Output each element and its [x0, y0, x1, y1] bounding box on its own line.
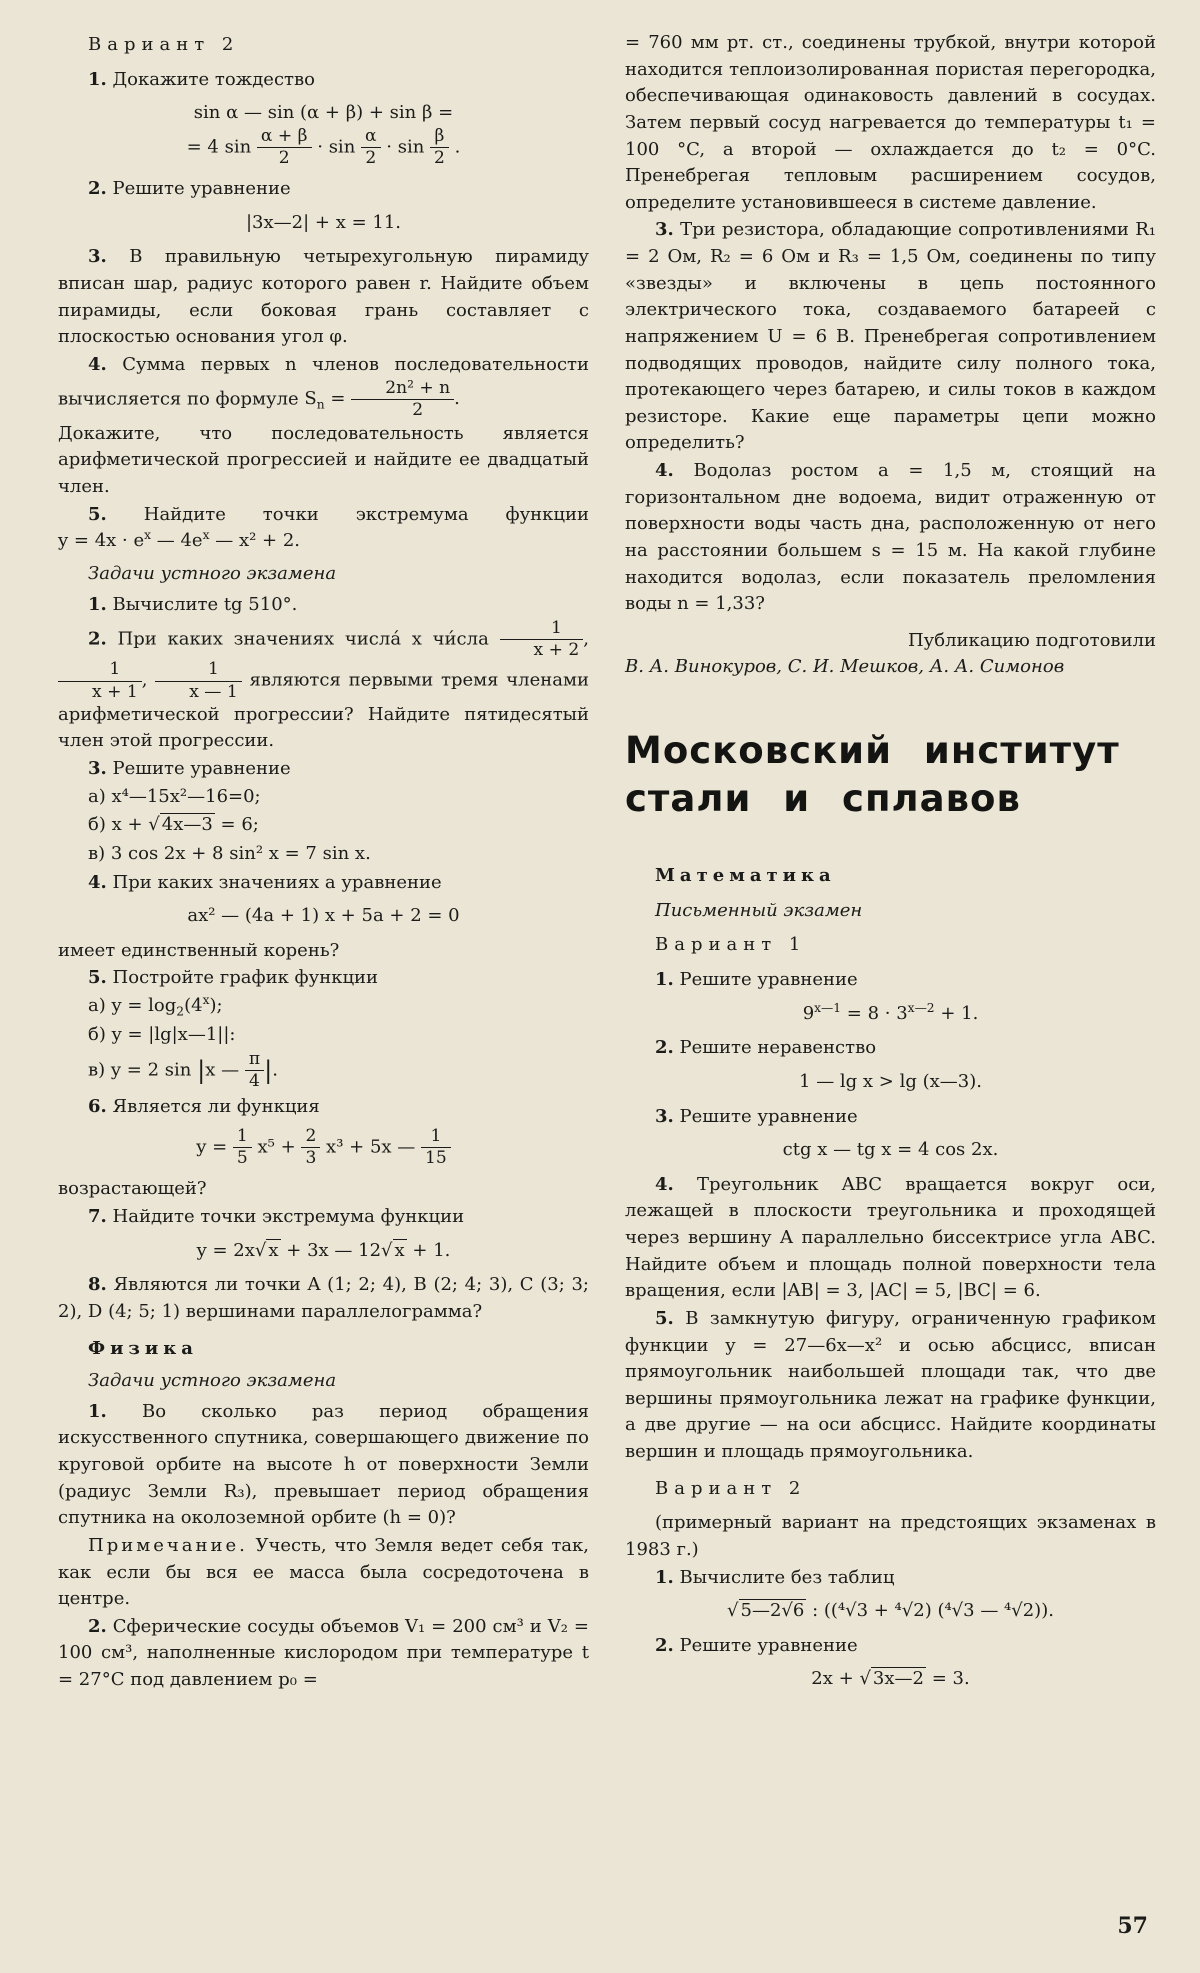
numerator: β — [430, 127, 449, 148]
variant-2-note: (примерный вариант на предстоящих экзаменах в 1983 г.) — [625, 1512, 1156, 1560]
problem-text: Решите неравенство — [679, 1037, 877, 1059]
numerator: 1 — [421, 1127, 451, 1148]
formula-part: · sin — [380, 136, 431, 158]
problem-number: 4. — [655, 460, 674, 481]
problem-text: Являются ли точки A (1; 2; 4), B (2; 4; 3), C (3; 3; 2), D (4; 5; 1) вершинами параллелограмма? — [58, 1274, 589, 1322]
credits-authors: В. А. Винокуров, С. И. Мешков, А. А. Симонов — [625, 656, 1065, 678]
square-root — [859, 1667, 926, 1689]
formula-part: . — [272, 1059, 279, 1081]
square-root — [255, 1239, 281, 1261]
numerator: 2n² + n — [351, 379, 454, 400]
problem-oral-4-cont: имеет единственный корень? — [58, 939, 340, 961]
problem-text: являются первыми тремя — [241, 670, 499, 692]
problem-text: При каких значениях числа́ x чи́сла — [117, 628, 489, 650]
subitem-b — [88, 812, 589, 839]
problem-text: Найдите точки экстремума функции — [112, 1206, 465, 1228]
radicand: x — [268, 1239, 279, 1261]
sqrt-sign: √ — [148, 814, 160, 836]
extremum-formula — [58, 530, 300, 551]
formula-part: x — — [205, 1059, 245, 1081]
formula-part: = 8 · 3 — [841, 1002, 908, 1024]
denominator: x — 1 — [189, 681, 238, 702]
formula-part: + 1. — [406, 1239, 451, 1261]
problem-text: Во сколько раз период обращения искусственного спутника, совершающего движение по круговой орбите на высоте h от поверхности Земли (радиус Земли R₃), превышает период обращения спутника на околоземной орбите (h = 0)? — [58, 1400, 589, 1529]
formula-part: = 3. — [925, 1668, 970, 1690]
institute-title-line-1: Московский институт — [625, 729, 1120, 772]
problem-text: Водолаз ростом a = 1,5 м, стоящий на горизонтальном дне водоема, видит отраженную от поверхности воды часть дна, расположенную от него на расстоянии большем s = 15 м. На какой глубине находится водолаз, если показатель преломления воды n = 1,33? — [625, 460, 1156, 615]
written-exam-header: Письменный экзамен — [655, 899, 863, 921]
problem-v2-1 — [625, 1565, 1156, 1592]
problem-written-2 — [625, 1035, 1156, 1062]
formula-part: в) y = 2 sin — [88, 1059, 198, 1081]
variant-2-header: Вариант 2 — [88, 34, 240, 55]
formula-part: . — [454, 388, 460, 410]
problem-text: членами арифметической прогрессии? Найдите пятидесятый член этой прогрессии. — [58, 670, 589, 752]
root-equation — [625, 1666, 1156, 1693]
formula-part: (4 — [184, 995, 203, 1016]
math-section-header: Математика — [655, 865, 836, 887]
problem-math-1 — [58, 67, 589, 94]
formula-part: y = 2x — [196, 1239, 255, 1261]
problem-number: 2. — [655, 1634, 674, 1656]
exponential-equation — [625, 1001, 1156, 1028]
problem-text: Вычислите tg 510°. — [112, 593, 298, 615]
problem-number: 2. — [88, 178, 107, 200]
denominator: 2 — [412, 399, 424, 420]
problem-oral-4 — [58, 870, 589, 897]
problem-text: При каких значениях a уравнение — [112, 871, 442, 893]
fraction — [58, 660, 142, 701]
log-base: 2 — [176, 1004, 185, 1019]
problem-physics-4 — [625, 458, 1156, 618]
subitem-a — [88, 993, 589, 1020]
credits-line-1: Публикацию подготовили — [907, 629, 1156, 651]
equation-abs: |3x—2| + x = 11. — [245, 211, 401, 233]
problem-number: 2. — [88, 1615, 107, 1637]
problem-number: 3. — [88, 246, 107, 268]
problem-oral-6 — [58, 1094, 589, 1121]
formula-part: 2x + — [811, 1668, 860, 1690]
denominator: 4 — [249, 1071, 260, 1092]
numerator: 1 — [233, 1127, 252, 1148]
problem-text: Найдите точки экстремума функции — [143, 503, 589, 525]
problem-number: 1. — [655, 1566, 674, 1588]
formula-part: — x² + 2. — [209, 530, 301, 552]
problem-text: Решите уравнение — [679, 969, 858, 991]
exponent: x — [144, 528, 152, 543]
problem-math-4-cont: Докажите, что последовательность является арифметической прогрессией и найдите ее двадцатый член. — [58, 422, 589, 498]
subitem-v — [88, 1050, 589, 1091]
denominator: x + 1 — [92, 681, 138, 702]
left-column — [58, 30, 589, 1701]
abs-bar: | — [197, 1055, 206, 1085]
formula-part: . — [448, 136, 461, 158]
fraction — [233, 1127, 252, 1168]
denominator: 2 — [434, 148, 445, 169]
problem-math-2 — [58, 176, 589, 203]
problem-text: Является ли функция — [112, 1095, 320, 1117]
problem-number: 6. — [88, 1095, 107, 1117]
numerator: α — [361, 127, 381, 148]
problem-text: Вычислите без таблиц — [679, 1566, 895, 1588]
fraction — [245, 1050, 264, 1091]
problem-number: 3. — [655, 219, 674, 241]
exponent: x—2 — [907, 1000, 935, 1015]
formula-part: y = 4x · e — [58, 530, 145, 552]
denominator: 2 — [278, 148, 290, 169]
problem-math-3 — [58, 244, 589, 351]
formula-part: а) y = log — [88, 995, 177, 1016]
fraction — [155, 660, 241, 701]
problem-text: Сумма первых n членов последовательности вычисляется по формуле — [58, 353, 589, 410]
formula-part: б) x + — [88, 814, 149, 836]
variant-1-header: Вариант 1 — [655, 934, 807, 956]
problem-written-5 — [625, 1306, 1156, 1466]
problem-text: В правильную четырехугольную пирамиду вписан шар, радиус которого равен r. Найдите объем пирамиды, если боковая грань составляет с плоскостью основания угол φ. — [58, 246, 589, 348]
problem-number: 3. — [88, 758, 107, 779]
problem-text: Сферические сосуды объемов V₁ = 200 см³ и V₂ = 100 см³, наполненные кислородом при температуре t = 27°C под давлением p₀ = — [58, 1615, 589, 1691]
problem-number: 5. — [88, 503, 107, 525]
problem-physics-2-cont: = 760 мм рт. ст., соединены трубкой, внутри которой находится теплоизолированная пористая перегородка, обеспечивающая одинаковость давлений в сосудах. Затем первый сосуд нагревается до температуры t₁ = 100 °C, а второй — охлаждается до t₂ = 0°C. Пренебрегая тепловым расширением сосудов, определите установившееся в системе давление. — [625, 32, 1156, 213]
problem-text: Три резистора, обладающие сопротивлениями R₁ = 2 Ом, R₂ = 6 Ом и R₃ = 1,5 Ом, соединены по типу «звезды» и включены в цепь постоянного электрического тока, создаваемого батареей с напряжением U = 6 В. Пренебрегая сопротивлением подводящих проводов, найдите силу полного тока, протекающего через батарею, и силы токов в каждом резисторе. Какие еще параметры цепи можно определить? — [625, 219, 1156, 454]
comma: , — [141, 670, 156, 692]
two-column-layout — [58, 30, 1156, 1701]
problem-written-3 — [625, 1104, 1156, 1131]
fraction — [430, 127, 449, 168]
formula-part: — 4e — [151, 530, 203, 552]
square-root — [727, 1599, 806, 1621]
identity-line-2 — [58, 127, 589, 168]
roots-expression — [625, 1598, 1156, 1625]
sqrt-sign: √ — [381, 1239, 393, 1261]
formula-part: · sin — [311, 136, 362, 158]
note-text: Учесть, что Земля ведет себя так, как если бы вся ее масса была сосредоточена в центре. — [58, 1534, 589, 1610]
extremum-formula-2 — [58, 1238, 589, 1265]
sqrt-sign: √ — [254, 1239, 267, 1261]
numerator: 1 — [155, 660, 241, 681]
formula-part: y = — [196, 1136, 233, 1158]
radicand: 3x—2 — [872, 1668, 924, 1690]
sqrt-sign: √ — [727, 1600, 739, 1622]
problem-number: 4. — [655, 1173, 674, 1195]
denominator: 5 — [236, 1148, 248, 1169]
physics-section-header: Физика — [88, 1337, 198, 1359]
abs-bar: | — [264, 1055, 273, 1085]
radicand: 5—2√6 — [740, 1600, 805, 1622]
problem-physics-1 — [58, 1399, 589, 1532]
problem-text: Треугольник ABC вращается вокруг оси, лежащей в плоскости треугольника и проходящей через вершину A параллельно биссектрисе угла ABC. Найдите объем и площадь полной поверхности тела вращения, если |AB| = 3, |AC| = 5, |BC| = 6. — [625, 1173, 1156, 1302]
formula-part: + 3x — 12 — [280, 1239, 382, 1261]
fraction — [301, 1127, 320, 1168]
radicand: x — [394, 1239, 405, 1261]
exponent: x — [202, 993, 210, 1007]
polynomial-function — [58, 1127, 589, 1168]
problem-text: Постройте график функции — [112, 967, 379, 989]
problem-physics-3 — [625, 217, 1156, 457]
problem-text: Докажите тождество — [112, 68, 315, 90]
square-root — [148, 813, 215, 835]
problem-number: 1. — [88, 593, 107, 615]
fraction — [361, 127, 381, 168]
fraction — [257, 127, 312, 168]
problem-math-5 — [58, 502, 589, 555]
problem-number: 4. — [88, 871, 107, 893]
formula-part: = 6; — [214, 814, 259, 836]
comma: , — [583, 628, 589, 650]
formula-part: + 1. — [934, 1002, 979, 1024]
problem-number: 2. — [88, 628, 107, 650]
problem-oral-3 — [58, 756, 589, 783]
problem-number: 8. — [88, 1274, 107, 1296]
fraction — [500, 619, 584, 660]
numerator: 1 — [500, 619, 584, 640]
denominator: 2 — [365, 148, 377, 169]
institute-title-line-2: стали и сплавов — [625, 777, 1021, 821]
problem-oral-7 — [58, 1204, 589, 1231]
problem-oral-5 — [58, 965, 589, 992]
exponent: x—1 — [814, 1000, 842, 1015]
sum-formula — [304, 377, 460, 420]
problem-oral-2 — [58, 619, 589, 755]
numerator: 1 — [58, 660, 142, 681]
problem-number: 1. — [88, 1400, 107, 1422]
fraction — [351, 379, 454, 420]
subitem-v: в) 3 cos 2x + 8 sin² x = 7 sin x. — [88, 842, 371, 864]
problem-v2-2 — [625, 1633, 1156, 1660]
oral-exam-header: Задачи устного экзамена — [88, 562, 337, 584]
problem-number: 3. — [655, 1105, 674, 1127]
physics-note — [58, 1533, 589, 1613]
sqrt-sign: √ — [859, 1668, 871, 1690]
formula-part: = — [324, 388, 352, 410]
quadratic-equation: ax² — (4a + 1) x + 5a + 2 = 0 — [187, 905, 460, 927]
problem-oral-8 — [58, 1272, 589, 1325]
problem-text: Решите уравнение — [112, 178, 291, 200]
problem-number: 4. — [88, 353, 107, 375]
problem-number: 1. — [88, 68, 107, 90]
formula-part: x³ + 5x — — [320, 1136, 421, 1158]
fraction — [421, 1127, 451, 1168]
problem-physics-2 — [58, 1614, 589, 1694]
denominator: 15 — [425, 1148, 447, 1169]
problem-written-1 — [625, 967, 1156, 994]
problem-math-4 — [58, 352, 589, 420]
subscript: n — [316, 397, 325, 412]
numerator: 2 — [301, 1127, 320, 1148]
trig-equation: ctg x — tg x = 4 cos 2x. — [782, 1139, 999, 1161]
subitem-b: б) y = |lg|x—1||: — [88, 1023, 236, 1045]
formula-part: : ((⁴√3 + ⁴√2) (⁴√3 — ⁴√2)). — [806, 1600, 1054, 1622]
exponent: x — [202, 528, 210, 543]
radicand: 4x—3 — [161, 814, 213, 836]
numerator: α + β — [257, 127, 312, 148]
oral-exam-header-2: Задачи устного экзамена — [88, 1370, 337, 1392]
page-number: 57 — [1117, 1913, 1148, 1940]
problem-text: В замкнутую фигуру, ограниченную графиком функции y = 27—6x—x² и осью абсцисс, вписан прямоугольник наибольшей площади так, что две вершины прямоугольника лежат на графике функции, а две другие — на оси абсцисс. Найдите координаты вершин и площадь прямоугольника. — [625, 1307, 1156, 1463]
problem-text: Решите уравнение — [679, 1634, 858, 1656]
problem-number: 7. — [88, 1206, 107, 1228]
identity-formula — [58, 100, 589, 168]
problem-number: 5. — [655, 1307, 674, 1329]
numerator: π — [245, 1050, 264, 1071]
identity-line-1: sin α — sin (α + β) + sin β = — [193, 102, 454, 124]
problem-written-4 — [625, 1172, 1156, 1305]
problem-number: 1. — [655, 969, 674, 991]
square-root — [381, 1239, 407, 1261]
right-column — [625, 30, 1156, 1701]
problem-number: 2. — [655, 1037, 674, 1059]
formula-part: S — [304, 388, 317, 410]
problem-number: 5. — [88, 967, 107, 989]
formula-part: ); — [209, 995, 223, 1016]
denominator: 3 — [305, 1148, 317, 1169]
note-label: Примечание. — [88, 1534, 248, 1556]
problem-oral-6-cont: возрастающей? — [58, 1178, 207, 1200]
problem-oral-1 — [58, 592, 589, 619]
problem-text: Решите уравнение — [112, 758, 291, 779]
formula-part: 9 — [802, 1002, 815, 1024]
variant-2-header-right: Вариант 2 — [655, 1477, 807, 1499]
institute-title — [625, 727, 1156, 823]
formula-part: x⁵ + — [251, 1136, 302, 1158]
log-inequality: 1 — lg x > lg (x—3). — [799, 1070, 982, 1092]
subitem-a: а) x⁴—15x²—16=0; — [88, 785, 261, 807]
denominator: x + 2 — [533, 640, 580, 661]
problem-text: Решите уравнение — [679, 1105, 858, 1127]
formula-part: = 4 sin — [186, 136, 257, 158]
